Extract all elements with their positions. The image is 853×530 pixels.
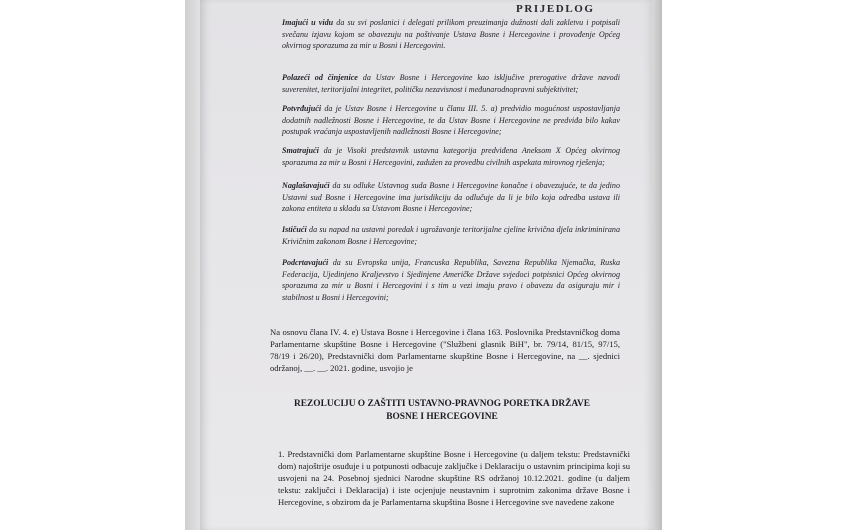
preamble-paragraph-7	[282, 257, 620, 303]
preamble-paragraph-3	[282, 103, 620, 138]
preamble-text: da su napad na ustavni poredak i ugrožavanje teritorijalne cjeline krivična djela inkriminirana Krivičnim zakonom Bosne i Hercegovine;	[282, 225, 620, 246]
document-header-label: PRIJEDLOG	[516, 3, 595, 15]
preamble-text: da su odluke Ustavnog suda Bosne i Hercegovine konačne i obavezujuće, te da jedino Ustavni sud Bosne i Hercegovine ima jurisdikciju da odlučuje da li je bilo koja odredba ustava ili zakona entiteta u skladu sa Ustavom Bosne i Hercegovine;	[282, 181, 620, 214]
resolution-title: REZOLUCIJU O ZAŠTITI USTAVNO-PRAVNOG PORETKA DRŽAVE BOSNE I HERCEGOVINE	[294, 399, 590, 422]
preamble-lead: Imajući u vidu	[282, 18, 334, 27]
preamble-text: da su Evropska unija, Francuska Republika, Savezna Republika Njemačka, Ruska Federacija, Ujedinjeno Kraljevstvo i Sjedinjene Američke Države svjedoci potpisnici Općeg okvirnog sporazuma za mir u Bosni i Hercegovini i s tim u vezi imaju pravo i obavezu da osiguraju mir i stabilnost u Bosni i Hercegovini;	[282, 258, 620, 302]
preamble-paragraph-2	[282, 72, 620, 95]
preamble-text: da Ustav Bosne i Hercegovine kao isključive prerogative države navodi suverenitet, teritorijalni integritet, političku nezavisnost i međunarodnopravni subjektivitet;	[282, 73, 620, 94]
preamble-paragraph-6	[282, 224, 620, 247]
preamble-lead: Podcrtavajući	[282, 258, 329, 267]
preamble-lead: Naglašavajući	[282, 181, 330, 190]
preamble-paragraph-4	[282, 145, 620, 168]
document-page	[200, 0, 652, 530]
preamble-lead: Potvrđujući	[282, 104, 322, 113]
preamble-lead: Smatrajući	[282, 146, 319, 155]
preamble-text: da su svi poslanici i delegati prilikom preuzimanja dužnosti dali zakletvu i potpisali svečanu izjavu kojom se obavezuju na poštivanje Ustava Bosne i Hercegovine i provođenje Općeg okvirnog sporazuma za mir u Bosni i Hercegovini.	[282, 18, 620, 51]
preamble-paragraph-5	[282, 180, 620, 215]
preamble-text: da je Visoki predstavnik ustavna kategorija predviđena Aneksom X Općeg okvirnog sporazuma za mir u Bosni i Hercegovini, zadužen za provedbu civilnih aspekata mirovnog rješenja;	[282, 146, 620, 167]
resolution-point-1: 1. Predstavnički dom Parlamentarne skupštine Bosne i Hercegovine (u daljem tekstu: Predstavnički dom) najoštrije osuđuje i u potpunosti odbacuje zaključke i Deklaraciju o ustavnim principima koji su usvojeni na 24. Posebnoj sjednici Narodne skupštine RS održanoj 10.12.2021. godine (u daljem tekstu: zaključci i Deklaracija) i iste ocjenjuje neustavnim i suprotnim zakonima države Bosne i Hercegovine, s obzirom da je Parlamentarna skupština Bosne i Hercegovine sve navedene zakone	[278, 449, 630, 507]
preamble-lead: Ističući	[282, 225, 307, 234]
preamble-lead: Polazeći od činjenice	[282, 73, 358, 82]
preamble-text: da je Ustav Bosne i Hercegovine u članu III. 5. a) predvidio mogućnost uspostavljanja dodatnih nadležnosti Bosne i Hercegovine, te da Ustav Bosne i Hercegovine ne predviđa bilo kakav postupak vraćanja uspostavljenih nadležnosti Bosne i Hercegovine;	[282, 104, 620, 137]
page-content	[200, 0, 652, 530]
legal-basis-paragraph: Na osnovu člana IV. 4. e) Ustava Bosne i Hercegovine i člana 163. Poslovnika Predstavničkog doma Parlamentarne skupštine Bosne i Hercegovine ("Službeni glasnik BiH", br. 79/14, 81/15, 97/15, 78/19 i 26/20), Predstavnički dom Parlamentarne skupštine Bosne i Hercegovine, na __. sjednici održanoj, __. __. 2021. godine, usvojio je	[270, 327, 620, 373]
preamble-paragraph-1	[282, 17, 620, 52]
